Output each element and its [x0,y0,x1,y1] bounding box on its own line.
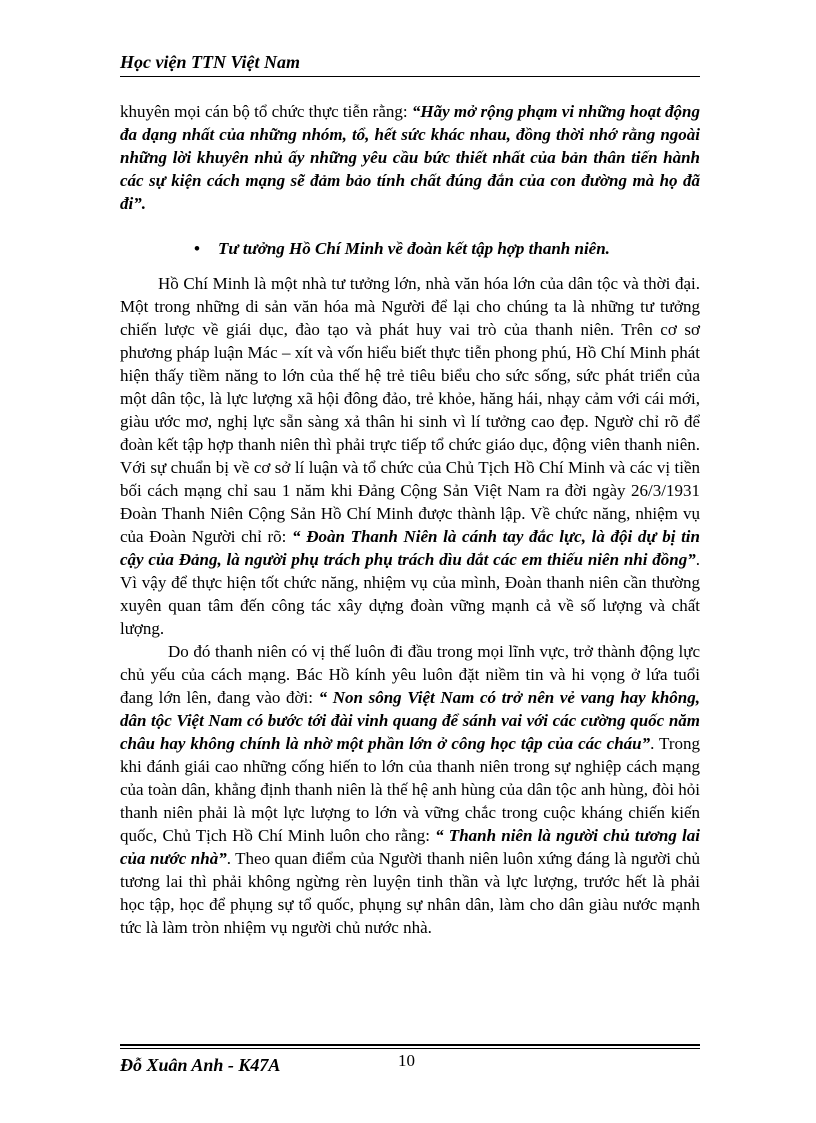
header-divider [120,76,700,77]
paragraph-2-text-a: Hồ Chí Minh là một nhà tư tưởng lớn, nhà văn hóa lớn của dân tộc và thời đại. Một trong những di sản văn hóa mà Người để lại cho chúng ta là những tư tưởng chiến lược về giái dục, đào tạo và phát huy vai trò của thanh niên. Trên cơ sơ phương pháp luận Mác – xít và vốn hiểu biết thực tiễn phong phú, Hồ Chí Minh phát hiện thấy tiềm năng to lớn của thế hệ trẻ tiêu biểu cho sức sống, sức phát triển của một dân tộc, là lực lượng xã hội đông đảo, trẻ khỏe, hăng hái, nhạy cảm với cái mới, giàu ước mơ, nghị lực sẵn sàng xả thân hi sinh vì lí tưởng cao đẹp. Ngườ chỉ rõ để đoàn kết tập hợp thanh niên thì phải trực tiếp tổ chức giáo dục, động viên thanh niên. Với sự chuẩn bị về cơ sở lí luận và tổ chức của Chủ Tịch Hồ Chí Minh và các vị tiền bối cách mạng chỉ sau 1 năm khi Đảng Cộng Sản Việt Nam ra đời ngày 26/3/1931 Đoàn Thanh Niên Cộng Sản Hồ Chí Minh được thành lập. Về chức năng, nhiệm vụ của Đoàn Người chỉ rõ: [120,274,700,546]
footer-author: Đỗ Xuân Anh - K47A [120,1055,281,1075]
page-header [120,50,700,77]
page-body [120,100,700,939]
paragraph-3-quote-1: “ Non sông Việt Nam có trở nên vẻ vang hay không, dân tộc Việt Nam có bước tới đài vinh quang để sánh vai với các cường quốc năm châu hay không chính là nhờ một phần lớn ở công học tập của các cháu” [120,688,700,753]
paragraph-3 [120,640,700,939]
footer-divider [120,1044,700,1046]
paragraph-1-text: khuyên mọi cán bộ tổ chức thực tiễn rằng: [120,102,412,121]
paragraph-3-text-a: Do đó thanh niên có vị thế luôn đi đầu trong mọi lĩnh vực, trở thành động lực chủ yếu của cách mạng. Bác Hồ kính yêu luôn đặt niềm tin và hi vọng ở lứa tuổi đang lớn lên, đang vào đời: [120,642,700,707]
paragraph-1-quote: “Hãy mở rộng phạm vi những hoạt động đa dạng nhất của những nhóm, tổ, hết sức khác nhau, đồng thời nhớ rằng ngoài những lời khuyên nhủ ấy những yêu cầu bức thiết nhất của bản thân tiến hành các sự kiện cách mạng sẽ đảm bảo tính chất đúng đắn của con đường mà họ đã đi”. [120,102,701,213]
paragraph-2 [120,272,700,640]
bullet-icon: • [194,239,200,258]
section-heading-text: Tư tưởng Hồ Chí Minh về đoàn kết tập hợp thanh niên. [218,239,610,258]
page-footer [120,1044,700,1079]
footer-row [120,1049,700,1079]
paragraph-3-quote-2: “ Thanh niên là người chủ tương lai của nước nhà” [120,826,700,868]
header-title: Học viện TTN Việt Nam [120,52,300,72]
paragraph-2-quote: “ Đoàn Thanh Niên là cánh tay đắc lực, là đội dự bị tin cậy của Đảng, là người phụ trách phụ trách dìu dắt các em thiếu niên nhi đồng” [120,527,700,569]
page-number: 10 [398,1051,415,1070]
paragraph-3-text-b: . Trong khi đánh giái cao những cống hiến to lớn của thanh niên trong sự nghiệp cách mạng của toàn dân, khẳng định thanh niên là thế hệ anh hùng của dân tộc anh hùng, đòi hỏi thanh niên phải là một lực lượng to lớn và vững chắc trong cuộc kháng chiến kiến quốc, Chủ Tịch Hồ Chí Minh luôn cho rằng: [120,734,700,845]
paragraph-2-text-b: . Vì vậy để thực hiện tốt chức năng, nhiệm vụ của mình, Đoàn thanh niên cần thường xuyên quan tâm đến công tác xây dựng đoàn vững mạnh cả về số lượng và chất lượng. [120,550,700,638]
paragraph-1 [120,100,700,215]
section-heading [120,237,700,260]
paragraph-3-text-c: . Theo quan điểm của Người thanh niên luôn xứng đáng là người chủ tương lai thì phải không ngừng rèn luyện tinh thần và lực lượng, trước hết là phải học tập, học để phụng sự tổ quốc, phụng sự nhân dân, làm cho dân giàu nước mạnh tức là làm tròn nhiệm vụ người chủ nước nhà. [120,849,701,937]
